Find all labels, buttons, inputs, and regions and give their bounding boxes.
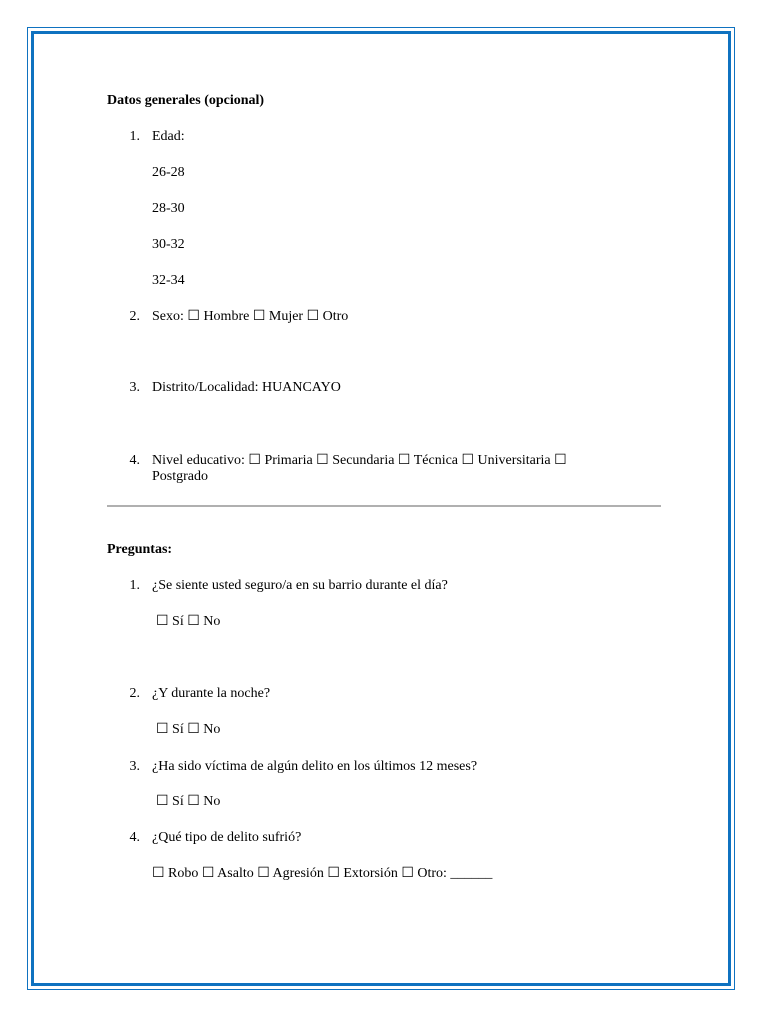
sex-field[interactable]: Sexo: ☐ Hombre ☐ Mujer ☐ Otro (152, 309, 349, 324)
age-option-4: 32-34 (152, 273, 185, 288)
question-1-answer-options[interactable]: ☐ Sí ☐ No (156, 614, 221, 629)
general-item-3-number: 3. (129, 380, 140, 395)
age-option-3: 30-32 (152, 237, 185, 252)
question-2-text: ¿Y durante la noche? (152, 686, 271, 701)
section-heading-general: Datos generales (opcional) (107, 93, 265, 108)
question-4-text: ¿Qué tipo de delito sufrió? (152, 830, 302, 845)
age-option-2: 28-30 (152, 201, 185, 216)
question-2-answer-options[interactable]: ☐ Sí ☐ No (156, 722, 221, 737)
question-2-number: 2. (129, 686, 140, 701)
education-level-field[interactable]: Nivel educativo: ☐ Primaria ☐ Secundaria ☐ Técnica ☐ Universitaria ☐ Postgrado (152, 453, 567, 484)
general-item-1-number: 1. (129, 129, 140, 144)
age-option-1: 26-28 (152, 165, 185, 180)
question-1-number: 1. (129, 578, 140, 593)
question-3-answer-options[interactable]: ☐ Sí ☐ No (156, 794, 221, 809)
general-item-2-number: 2. (129, 309, 140, 324)
general-item-4-number: 4. (129, 453, 140, 468)
question-3-number: 3. (129, 759, 140, 774)
section-divider (107, 505, 661, 507)
question-3-text: ¿Ha sido víctima de algún delito en los últimos 12 meses? (152, 759, 478, 774)
district-field: Distrito/Localidad: HUANCAYO (152, 380, 341, 395)
general-item-1-label: Edad: (152, 129, 185, 144)
question-1-text: ¿Se siente usted seguro/a en su barrio durante el día? (152, 578, 448, 593)
section-heading-questions: Preguntas: (107, 542, 173, 557)
question-4-answer-options[interactable]: ☐ Robo ☐ Asalto ☐ Agresión ☐ Extorsión ☐ Otro: ______ (152, 866, 493, 881)
question-4-number: 4. (129, 830, 140, 845)
